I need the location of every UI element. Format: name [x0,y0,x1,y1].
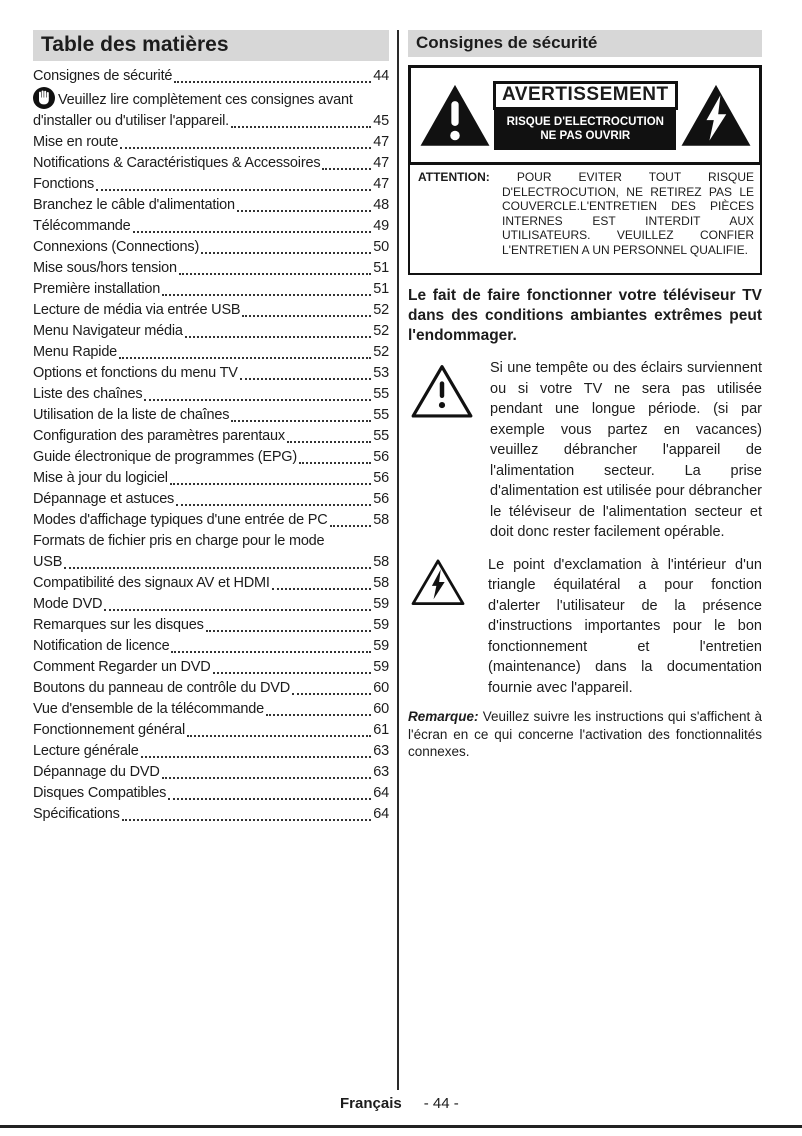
toc-entry [33,321,389,342]
toc-entry-last-line [33,363,389,384]
toc-entry-text: Télécommande [33,218,131,234]
bottom-rule [0,1125,802,1128]
toc-entry-last-line [33,468,389,489]
toc-page-number: 61 [373,722,389,738]
toc-entry [33,657,389,678]
toc-entry [33,174,389,195]
safety-title: Consignes de sécurité [408,30,762,57]
toc-leader-dots [187,735,371,737]
toc-leader-dots [120,147,371,149]
toc-entry [33,762,389,783]
toc-entry-text: Boutons du panneau de contrôle du DVD [33,680,291,696]
toc-leader-dots [206,630,372,632]
toc-entry-last-line [33,321,389,342]
toc-entry [33,405,389,426]
toc-entry [33,426,389,447]
toc-entry-last-line [33,153,389,174]
toc-page-number: 49 [373,218,389,234]
toc-entry-last-line [33,804,389,825]
toc-entry [33,258,389,279]
shock-hazard-line2: NE PAS OUVRIR [540,129,631,142]
toc-page-number: 58 [373,575,389,591]
toc-entry [33,363,389,384]
warning-banner [408,65,762,165]
toc-entry-text: Spécifications [33,806,120,822]
toc-entry-text: Lecture de média via entrée USB [33,302,241,318]
filled-triangle-exclamation-icon [417,82,493,148]
toc-entry-last-line [33,279,389,300]
toc-entry-text: Formats de fichier pris en charge pour le mode [33,533,325,549]
toc-entry-last-line [33,447,389,468]
toc-entry-text: Mise sous/hors tension [33,260,177,276]
toc-page-number: 59 [373,638,389,654]
toc-entry [33,615,389,636]
toc-page-number: 53 [373,365,389,381]
toc-entry-text: Première installation [33,281,161,297]
toc-page-number: 51 [373,281,389,297]
toc-leader-dots [162,294,371,296]
toc-page-number: 51 [373,260,389,276]
footer-language: Français [340,1095,402,1112]
toc-leader-dots [144,399,371,401]
column-divider [397,30,399,1090]
toc-leader-dots [119,357,371,359]
toc-leader-dots [171,651,371,653]
toc-page-number: 47 [373,134,389,150]
toc-entry-last-line [33,594,389,615]
toc-entry-text: Dépannage et astuces [33,491,175,507]
toc-page-number: 59 [373,596,389,612]
toc-entry-text: Notification de licence [33,638,170,654]
filled-triangle-lightning-icon [678,82,754,148]
notice-storm [408,358,762,543]
toc-leader-dots [185,336,372,338]
toc-list [33,66,389,825]
toc-entry [33,300,389,321]
notice-exclamation-info [408,555,762,699]
toc-entry-text: Compatibilité des signaux AV et HDMI [33,575,270,591]
toc-leader-dots [201,252,371,254]
toc-page-number: 52 [373,344,389,360]
warning-triangle-exclamation-icon [410,362,474,543]
toc-page-number: 47 [373,155,389,171]
toc-entry-last-line [33,741,389,762]
toc-leader-dots [179,273,371,275]
toc-entry [33,66,389,87]
toc-entry [33,594,389,615]
toc-entry-last-line [33,66,389,87]
toc-entry-last-line [33,657,389,678]
warning-banner-title: AVERTISSEMENT [493,81,678,110]
toc-entry-last-line [33,300,389,321]
toc-leader-dots [213,672,372,674]
toc-entry [33,384,389,405]
toc-leader-dots [162,777,372,779]
safety-column [408,30,762,761]
toc-page-number: 63 [373,743,389,759]
toc-leader-dots [231,126,371,128]
toc-page-number: 56 [373,470,389,486]
toc-entry-last-line [33,342,389,363]
toc-entry-last-line [33,216,389,237]
attention-label: ATTENTION: [418,170,490,184]
toc-entry [33,216,389,237]
remark-text: Veuillez suivre les instructions qui s'affichent à l'écran en ce qui concerne l'activation des fonctionnalités connexes. [408,709,762,759]
toc-leader-dots [168,798,371,800]
toc-leader-dots [330,525,372,527]
toc-entry-last-line [33,762,389,783]
toc-entry-text: Consignes de sécurité [33,68,173,84]
toc-entry [33,447,389,468]
toc-entry-last-line [33,174,389,195]
toc-leader-dots [174,81,371,83]
toc-entry-last-line [33,552,389,573]
toc-entry-last-line [33,783,389,804]
toc-entry-text: Dépannage du DVD [33,764,160,780]
toc-entry [33,87,389,132]
shock-hazard-line1: RISQUE D'ELECTROCUTION [506,115,664,128]
toc-entry [33,531,389,573]
remark-paragraph [408,708,762,761]
toc-entry [33,132,389,153]
warning-banner-center [493,81,678,150]
toc-entry-last-line [33,699,389,720]
toc-entry-text: Fonctionnement général [33,722,185,738]
toc-entry [33,741,389,762]
toc-entry [33,279,389,300]
toc-page-number: 55 [373,428,389,444]
toc-entry-text: Utilisation de la liste de chaînes [33,407,230,423]
toc-leader-dots [133,231,372,233]
toc-page-number: 58 [373,554,389,570]
toc-entry-text: USB [33,554,63,570]
toc-entry-text: Lecture générale [33,743,139,759]
toc-entry-last-line [33,615,389,636]
toc-leader-dots [266,714,371,716]
toc-entry-text: Connexions (Connections) [33,239,200,255]
toc-leader-dots [237,210,371,212]
toc-entry-text: Guide électronique de programmes (EPG) [33,449,297,465]
hand-stop-icon [33,87,55,109]
toc-entry-last-line [33,258,389,279]
toc-page-number: 50 [373,239,389,255]
toc-leader-dots [96,189,371,191]
toc-entry-text: Disques Compatibles [33,785,167,801]
toc-entry-last-line [33,111,389,132]
toc-leader-dots [242,315,371,317]
bold-warning-paragraph: Le fait de faire fonctionner votre téléviseur TV dans des conditions ambiantes extrêmes peut l'endommager. [408,287,762,344]
toc-leader-dots [322,168,371,170]
toc-title: Table des matières [33,30,389,61]
toc-entry [33,573,389,594]
toc-page-number: 56 [373,449,389,465]
toc-entry [33,489,389,510]
toc-page-number: 59 [373,617,389,633]
toc-entry [33,237,389,258]
toc-entry-text: Remarques sur les disques [33,617,204,633]
toc-entry-last-line [33,573,389,594]
toc-entry-text: Fonctions [33,176,95,192]
toc-page-number: 45 [373,113,389,129]
toc-entry-last-line [33,636,389,657]
toc-entry-text: Modes d'affichage typiques d'une entrée de PC [33,512,328,528]
toc-entry [33,783,389,804]
toc-entry [33,699,389,720]
footer-page-number: - 44 - [423,1095,459,1112]
shock-hazard-box [494,103,676,150]
toc-entry-text: Vue d'ensemble de la télécommande [33,701,265,717]
toc-entry [33,720,389,741]
toc-entry-last-line [33,405,389,426]
notice-exclamation-text: Le point d'exclamation à l'intérieur d'un triangle équilatéral a pour fonction d'alerter l'utilisateur de la présence d'instructions importantes pour le bon fonctionnement et l'entretien (maintenance) dans la documentation fournie avec l'appareil. [488,556,762,696]
toc-entry-text: Mise en route [33,134,119,150]
toc-page-number: 64 [373,806,389,822]
toc-leader-dots [176,504,371,506]
toc-entry-last-line [33,678,389,699]
toc-page-number: 47 [373,176,389,192]
toc-entry-text: Branchez le câble d'alimentation [33,197,235,213]
toc-entry-text: Comment Regarder un DVD [33,659,211,675]
toc-entry-last-line [33,426,389,447]
toc-page-number: 59 [373,659,389,675]
remark-label: Remarque: [408,709,479,724]
toc-leader-dots [272,588,372,590]
toc-entry-text: Liste des chaînes [33,386,143,402]
toc-page-number: 52 [373,323,389,339]
toc-leader-dots [287,441,371,443]
attention-box [408,163,762,275]
toc-page-number: 55 [373,407,389,423]
toc-entry-text: Mode DVD [33,596,103,612]
toc-page-number: 64 [373,785,389,801]
toc-page-number: 44 [373,68,389,84]
toc-entry-last-line [33,384,389,405]
page-footer [340,1095,459,1112]
toc-leader-dots [231,420,371,422]
attention-text [418,170,754,257]
toc-entry [33,342,389,363]
toc-entry-last-line [33,720,389,741]
toc-entry-text: d'installer ou d'utiliser l'appareil. [33,113,229,129]
toc-entry [33,678,389,699]
toc-leader-dots [104,609,371,611]
toc-entry-text: Veuillez lire complètement ces consignes avant [33,87,389,111]
toc-page-number: 52 [373,302,389,318]
toc-page-number: 60 [373,701,389,717]
toc-leader-dots [292,693,371,695]
toc-entry [33,510,389,531]
warning-triangle-lightning-icon [410,557,466,699]
toc-leader-dots [64,567,371,569]
toc-entry [33,804,389,825]
toc-entry-text: Configuration des paramètres parentaux [33,428,285,444]
toc-entry-last-line [33,195,389,216]
toc-column [33,30,389,825]
toc-page-number: 58 [373,512,389,528]
toc-page-number: 60 [373,680,389,696]
toc-leader-dots [299,462,371,464]
toc-entry [33,153,389,174]
toc-page-number: 63 [373,764,389,780]
toc-entry-text: Mise à jour du logiciel [33,470,168,486]
toc-page-number: 48 [373,197,389,213]
attention-body: POUR EVITER TOUT RISQUE D'ELECTROCUTION, NE RETIREZ PAS LE COUVERCLE.L'ENTRETIEN DES PIÈCES INTERNES EST INTERDIT AUX UTILISATEURS. VEUILLEZ CONFIER L'ENTRETIEN A UN PERSONNEL QUALIFIE. [502,170,755,257]
toc-leader-dots [141,756,372,758]
toc-page-number: 56 [373,491,389,507]
toc-entry-text: Options et fonctions du menu TV [33,365,238,381]
toc-leader-dots [240,378,372,380]
toc-entry [33,195,389,216]
toc-entry-text: Menu Navigateur média [33,323,183,339]
toc-page-number: 55 [373,386,389,402]
toc-entry-last-line [33,237,389,258]
toc-entry-last-line [33,489,389,510]
toc-entry-last-line [33,132,389,153]
toc-leader-dots [170,483,371,485]
toc-entry [33,468,389,489]
toc-entry-text: Menu Rapide [33,344,118,360]
toc-entry-text: Notifications & Caractéristiques & Accessoires [33,155,321,171]
notice-storm-text: Si une tempête ou des éclairs surviennent ou si votre TV ne sera pas utilisée pendant une longue période. (si par exemple vous partez en vacances) veuillez débrancher l'appareil de l'alimentation secteur. La prise d'alimentation est utilisée pour débrancher le téléviseur de l'alimentation secteur et doit donc rester facilement opérable. [490,360,762,540]
toc-entry [33,636,389,657]
toc-leader-dots [122,819,372,821]
toc-entry-last-line [33,510,389,531]
